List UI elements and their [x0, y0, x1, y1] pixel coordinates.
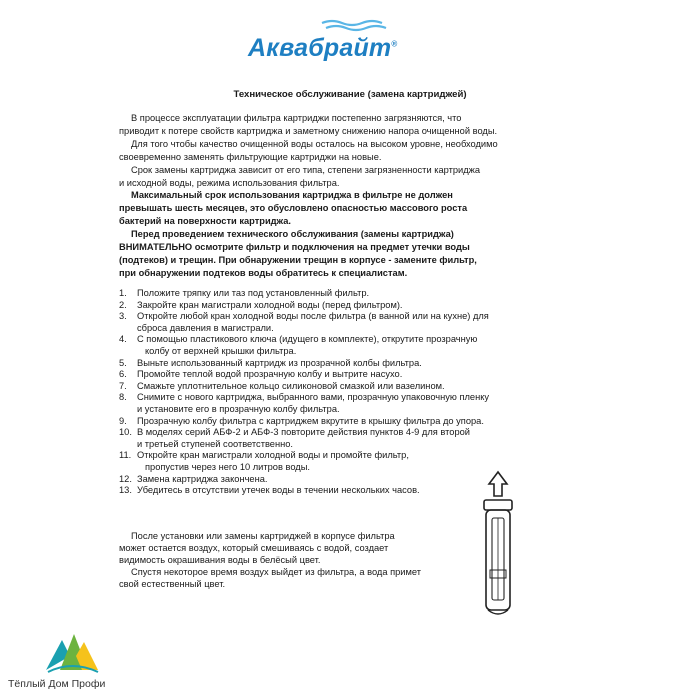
step-text: и третьей ступеней соответственно.: [137, 438, 293, 449]
step-item: [119, 416, 529, 428]
step-item: [119, 311, 529, 334]
outro-paragraph: [119, 530, 459, 566]
step-number: 4.: [119, 334, 127, 345]
intro-paragraph: [119, 112, 539, 138]
brand-name: Тёплый Дом Профи: [8, 678, 106, 690]
text-line: Для того чтобы качество очищенной воды осталось на высоком уровне, необходимо: [131, 138, 498, 149]
brand-mark-icon: [42, 630, 102, 676]
step-text: Закройте кран магистрали холодной воды (перед фильтром).: [137, 299, 403, 310]
step-text: сброса давления в магистрали.: [137, 322, 274, 333]
text-line: Срок замены картриджа зависит от его типа, степени загрязненности картриджа: [131, 164, 481, 175]
step-number: 9.: [119, 415, 127, 426]
step-item: [119, 381, 529, 393]
text-line: ВНИМАТЕЛЬНО осмотрите фильтр и подключения на предмет утечки воды: [119, 242, 470, 253]
text-line: приводит к потере свойств картриджа и заметному снижению напора очищенной воды.: [119, 125, 498, 136]
step-text: пропустив через него 10 литров воды.: [145, 461, 310, 472]
text-line: Максимальный срок использования картриджа в фильтре не должен: [131, 190, 453, 201]
step-text: Выньте использованный картридж из прозрачной колбы фильтра.: [137, 357, 422, 368]
text-line: После установки или замены картриджей в корпусе фильтра: [131, 531, 395, 541]
step-text: Снимите с нового картриджа, выбранного вами, прозрачную упаковочную пленку: [137, 392, 490, 403]
step-text: Положите тряпку или таз под установленный фильтр.: [137, 288, 370, 298]
text-line: при обнаружении подтеков воды обратитесь к специалистам.: [119, 267, 408, 278]
step-number: 6.: [119, 369, 127, 380]
intro-paragraph: [119, 138, 539, 164]
step-number: 3.: [119, 311, 127, 322]
step-text: С помощью пластикового ключа (идущего в комплекте), открутите прозрачную: [137, 334, 478, 345]
step-number: 1.: [119, 288, 127, 298]
step-text: Смажьте уплотнительное кольцо силиконовой смазкой или вазелином.: [137, 380, 445, 391]
step-item: [119, 300, 529, 312]
step-text: Откройте кран магистрали холодной воды и промойте фильтр,: [137, 450, 409, 461]
step-text: Откройте любой кран холодной воды после фильтра (в ванной или на кухне) для: [137, 311, 489, 322]
step-text: и установите его в прозрачную колбу фильтра.: [137, 403, 340, 414]
step-item: [119, 427, 529, 450]
text-line: может остается воздух, который смешиваясь с водой, создает: [119, 543, 389, 553]
step-text: В моделях серий АБФ-2 и АБФ-3 повторите действия пунктов 4-9 для второй: [137, 427, 470, 438]
text-line: видимость окрашивания воды в белёсый цвет.: [119, 555, 321, 565]
text-line: свой естественный цвет.: [119, 579, 226, 589]
text-line: и исходной воды, режима использования фильтра.: [119, 177, 340, 188]
step-item: [119, 288, 529, 300]
waves-icon: [320, 18, 390, 34]
step-number: 2.: [119, 299, 127, 310]
intro-paragraph: [119, 189, 539, 228]
logo-text: Аквабрайт®: [248, 34, 398, 62]
text-line: Спустя некоторое время воздух выйдет из фильтра, а вода примет: [131, 567, 422, 577]
text-line: В процессе эксплуатации фильтра картриджи постепенно загрязняются, что: [131, 113, 462, 123]
step-number: 11.: [119, 450, 132, 461]
step-text: колбу от верхней крышки фильтра.: [145, 345, 297, 356]
step-number: 8.: [119, 392, 127, 403]
step-item: [119, 358, 529, 370]
text-line: превышать шесть месяцев, это обусловлено опасностью массового роста: [119, 203, 468, 214]
intro-text: [119, 112, 539, 280]
step-text: Промойте теплой водой прозрачную колбу и вытрите насухо.: [137, 369, 403, 380]
steps-list: [119, 288, 529, 497]
intro-paragraph: [119, 164, 539, 190]
outro-text: [119, 530, 459, 590]
filter-illustration: [468, 470, 528, 620]
step-text: Убедитесь в отсутствии утечек воды в течении нескольких часов.: [137, 485, 420, 496]
step-number: 13.: [119, 485, 132, 496]
step-item: [119, 369, 529, 381]
text-line: Перед проведением технического обслуживания (замены картриджа): [131, 229, 454, 240]
step-item: [119, 334, 529, 357]
step-number: 5.: [119, 357, 127, 368]
text-line: (подтеков) и трещин. При обнаружении трещин в корпусе - замените фильтр,: [119, 254, 477, 265]
text-line: своевременно заменять фильтрующие картриджи на новые.: [119, 151, 382, 162]
page-title: Техническое обслуживание (замена картриджей): [233, 89, 467, 100]
step-text: Замена картриджа закончена.: [137, 473, 268, 484]
step-item: [119, 392, 529, 415]
brand-logo: [8, 628, 138, 690]
step-number: 10.: [119, 427, 132, 438]
step-text: Прозрачную колбу фильтра с картриджем вкрутите в крышку фильтра до упора.: [137, 415, 484, 426]
intro-paragraph: [119, 228, 539, 280]
text-line: бактерий на поверхности картриджа.: [119, 216, 292, 227]
step-number: 7.: [119, 380, 127, 391]
outro-paragraph: [119, 566, 459, 590]
step-number: 12.: [119, 473, 132, 484]
aquabright-logo: [248, 18, 448, 68]
